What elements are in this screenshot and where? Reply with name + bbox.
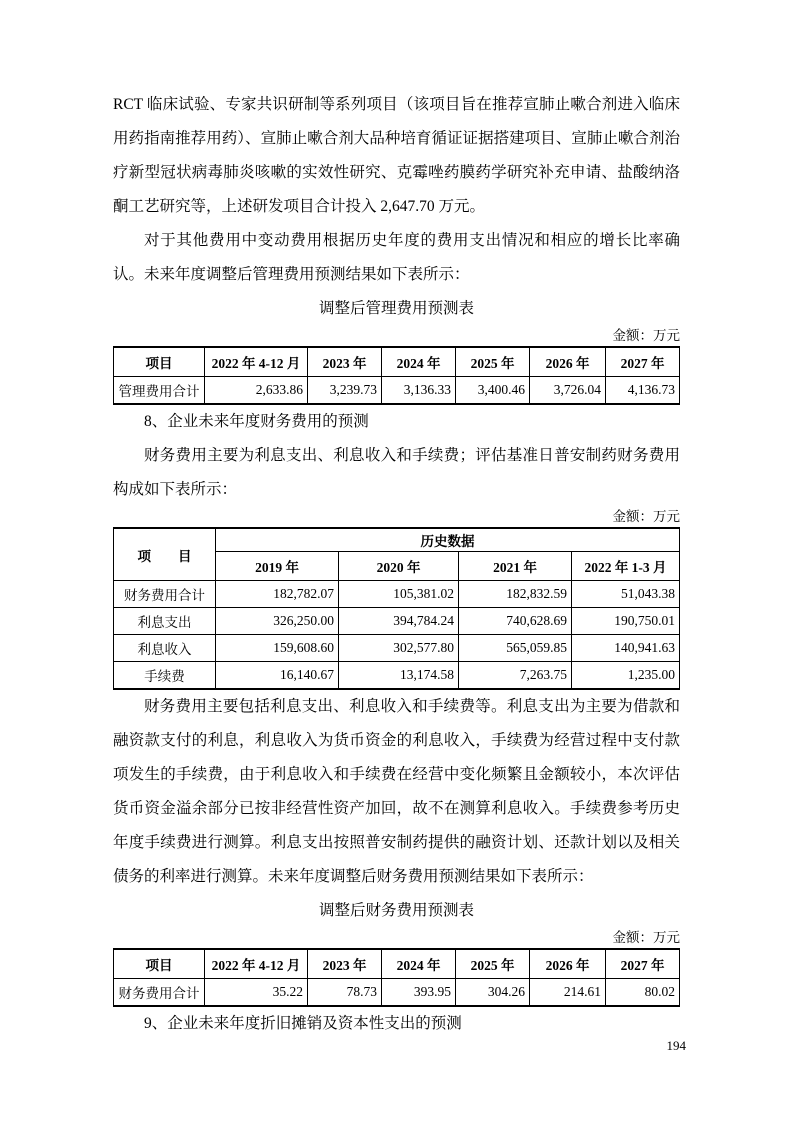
table-header-cell: 2024 年 <box>382 347 456 377</box>
page-number: 194 <box>666 1038 686 1053</box>
table-header-cell: 2024 年 <box>382 949 456 979</box>
table-cell-value: 304.26 <box>456 979 530 1007</box>
table-cell-value: 105,381.02 <box>339 581 459 608</box>
paragraph-other-expenses: 对于其他费用中变动费用根据历史年度的费用支出情况和相应的增长比率确认。未来年度调整后管理费用预测结果如下表所示： <box>113 232 680 283</box>
table-cell-value: 78.73 <box>308 979 382 1007</box>
table-header-cell: 2022 年 4-12 月 <box>205 949 308 979</box>
unit-note-financial-table: 金额：万元 <box>612 930 680 945</box>
table-cell-value: 182,832.59 <box>459 581 572 608</box>
table-cell-value: 2,633.86 <box>205 377 308 405</box>
table-header-cell: 2026 年 <box>530 347 606 377</box>
table-cell-value: 214.61 <box>530 979 606 1007</box>
table-header-row <box>114 347 680 377</box>
table-cell-value: 393.95 <box>382 979 456 1007</box>
table-cell-item: 财务费用合计 <box>114 581 216 608</box>
table-cell-value: 3,136.33 <box>382 377 456 405</box>
table-header-cell: 2022 年 1-3 月 <box>572 552 680 581</box>
table-row <box>114 635 680 662</box>
table-cell-item: 财务费用合计 <box>114 979 205 1007</box>
table-cell-value: 3,726.04 <box>530 377 606 405</box>
table-cell-value: 394,784.24 <box>339 608 459 635</box>
table-cell-value: 1,235.00 <box>572 662 680 690</box>
paragraph-financial-expense-detail: 财务费用主要包括利息支出、利息收入和手续费等。利息支出为主要为借款和融资款支付的利息，利息收入为货币资金的利息收入，手续费为经营过程中支付款项发生的手续费，由于利息收入和手续费在经营中变化频繁且金额较小，本次评估货币资金溢余部分已按非经营性资产加回，故不在测算利息收入。手续费参考历史年度手续费进行测算。利息支出按照普安制药提供的融资计划、还款计划以及相关债务的利率进行测算。未来年度调整后财务费用预测结果如下表所示： <box>113 698 680 885</box>
table-cell-value: 302,577.80 <box>339 635 459 662</box>
table-header-cell: 项目 <box>114 949 205 979</box>
table-cell-value: 140,941.63 <box>572 635 680 662</box>
table-cell-value: 3,239.73 <box>308 377 382 405</box>
table-row <box>114 377 680 405</box>
table-cell-value: 13,174.58 <box>339 662 459 690</box>
table-cell-value: 326,250.00 <box>216 608 339 635</box>
financial-expense-history-table <box>113 527 680 690</box>
table-title-management-expense-forecast: 调整后管理费用预测表 <box>318 300 474 317</box>
table-cell-item: 管理费用合计 <box>114 377 205 405</box>
table-cell-value: 4,136.73 <box>606 377 680 405</box>
table-header-cell: 2025 年 <box>456 347 530 377</box>
table-header-cell: 2021 年 <box>459 552 572 581</box>
table-cell-value: 80.02 <box>606 979 680 1007</box>
table-header-cell: 2023 年 <box>308 949 382 979</box>
table-header-row <box>114 949 680 979</box>
table-cell-value: 16,140.67 <box>216 662 339 690</box>
table-cell-value: 182,782.07 <box>216 581 339 608</box>
table-row <box>114 979 680 1007</box>
table-cell-value: 740,628.69 <box>459 608 572 635</box>
table-row <box>114 581 680 608</box>
financial-expense-forecast-table <box>113 948 680 1007</box>
table-header-cell: 2025 年 <box>456 949 530 979</box>
table-header-cell-group: 历史数据 <box>216 528 680 552</box>
table-header-cell-item: 项 目 <box>114 528 216 581</box>
heading-section-9: 9、企业未来年度折旧摊销及资本性支出的预测 <box>144 1015 462 1032</box>
table-cell-value: 7,263.75 <box>459 662 572 690</box>
table-header-cell: 2027 年 <box>606 949 680 979</box>
table-header-cell: 2026 年 <box>530 949 606 979</box>
table-header-cell: 2020 年 <box>339 552 459 581</box>
table-cell-value: 51,043.38 <box>572 581 680 608</box>
table-cell-value: 159,608.60 <box>216 635 339 662</box>
heading-section-8: 8、企业未来年度财务费用的预测 <box>144 413 369 430</box>
table-title-financial-expense-forecast: 调整后财务费用预测表 <box>318 902 474 919</box>
table-header-cell: 项目 <box>114 347 205 377</box>
table-header-cell: 2023 年 <box>308 347 382 377</box>
table-cell-value: 565,059.85 <box>459 635 572 662</box>
table-cell-item: 利息收入 <box>114 635 216 662</box>
table-cell-value: 190,750.01 <box>572 608 680 635</box>
table-header-row <box>114 528 680 552</box>
table-header-cell: 2022 年 4-12 月 <box>205 347 308 377</box>
table-row <box>114 662 680 690</box>
management-expense-forecast-table <box>113 346 680 405</box>
table-cell-item: 利息支出 <box>114 608 216 635</box>
unit-note-management-table: 金额：万元 <box>612 328 680 343</box>
table-row <box>114 608 680 635</box>
table-cell-value: 35.22 <box>205 979 308 1007</box>
unit-note-history-table: 金额：万元 <box>612 509 680 524</box>
table-header-cell: 2019 年 <box>216 552 339 581</box>
paragraph-financial-expense-intro: 财务费用主要为利息支出、利息收入和手续费；评估基准日普安制药财务费用构成如下表所示： <box>113 447 680 498</box>
paragraph-rnd-projects: RCT 临床试验、专家共识研制等系列项目（该项目旨在推荐宣肺止嗽合剂进入临床用药指南推荐用药）、宣肺止嗽合剂大品种培育循证证据搭建项目、宣肺止嗽合剂治疗新型冠状病毒肺炎咳嗽的实效性研究、克霉唑药膜药学研究补充申请、盐酸纳洛酮工艺研究等，上述研发项目合计投入 2,647.70 万元。 <box>113 96 680 215</box>
table-header-cell: 2027 年 <box>606 347 680 377</box>
table-cell-item: 手续费 <box>114 662 216 690</box>
table-cell-value: 3,400.46 <box>456 377 530 405</box>
